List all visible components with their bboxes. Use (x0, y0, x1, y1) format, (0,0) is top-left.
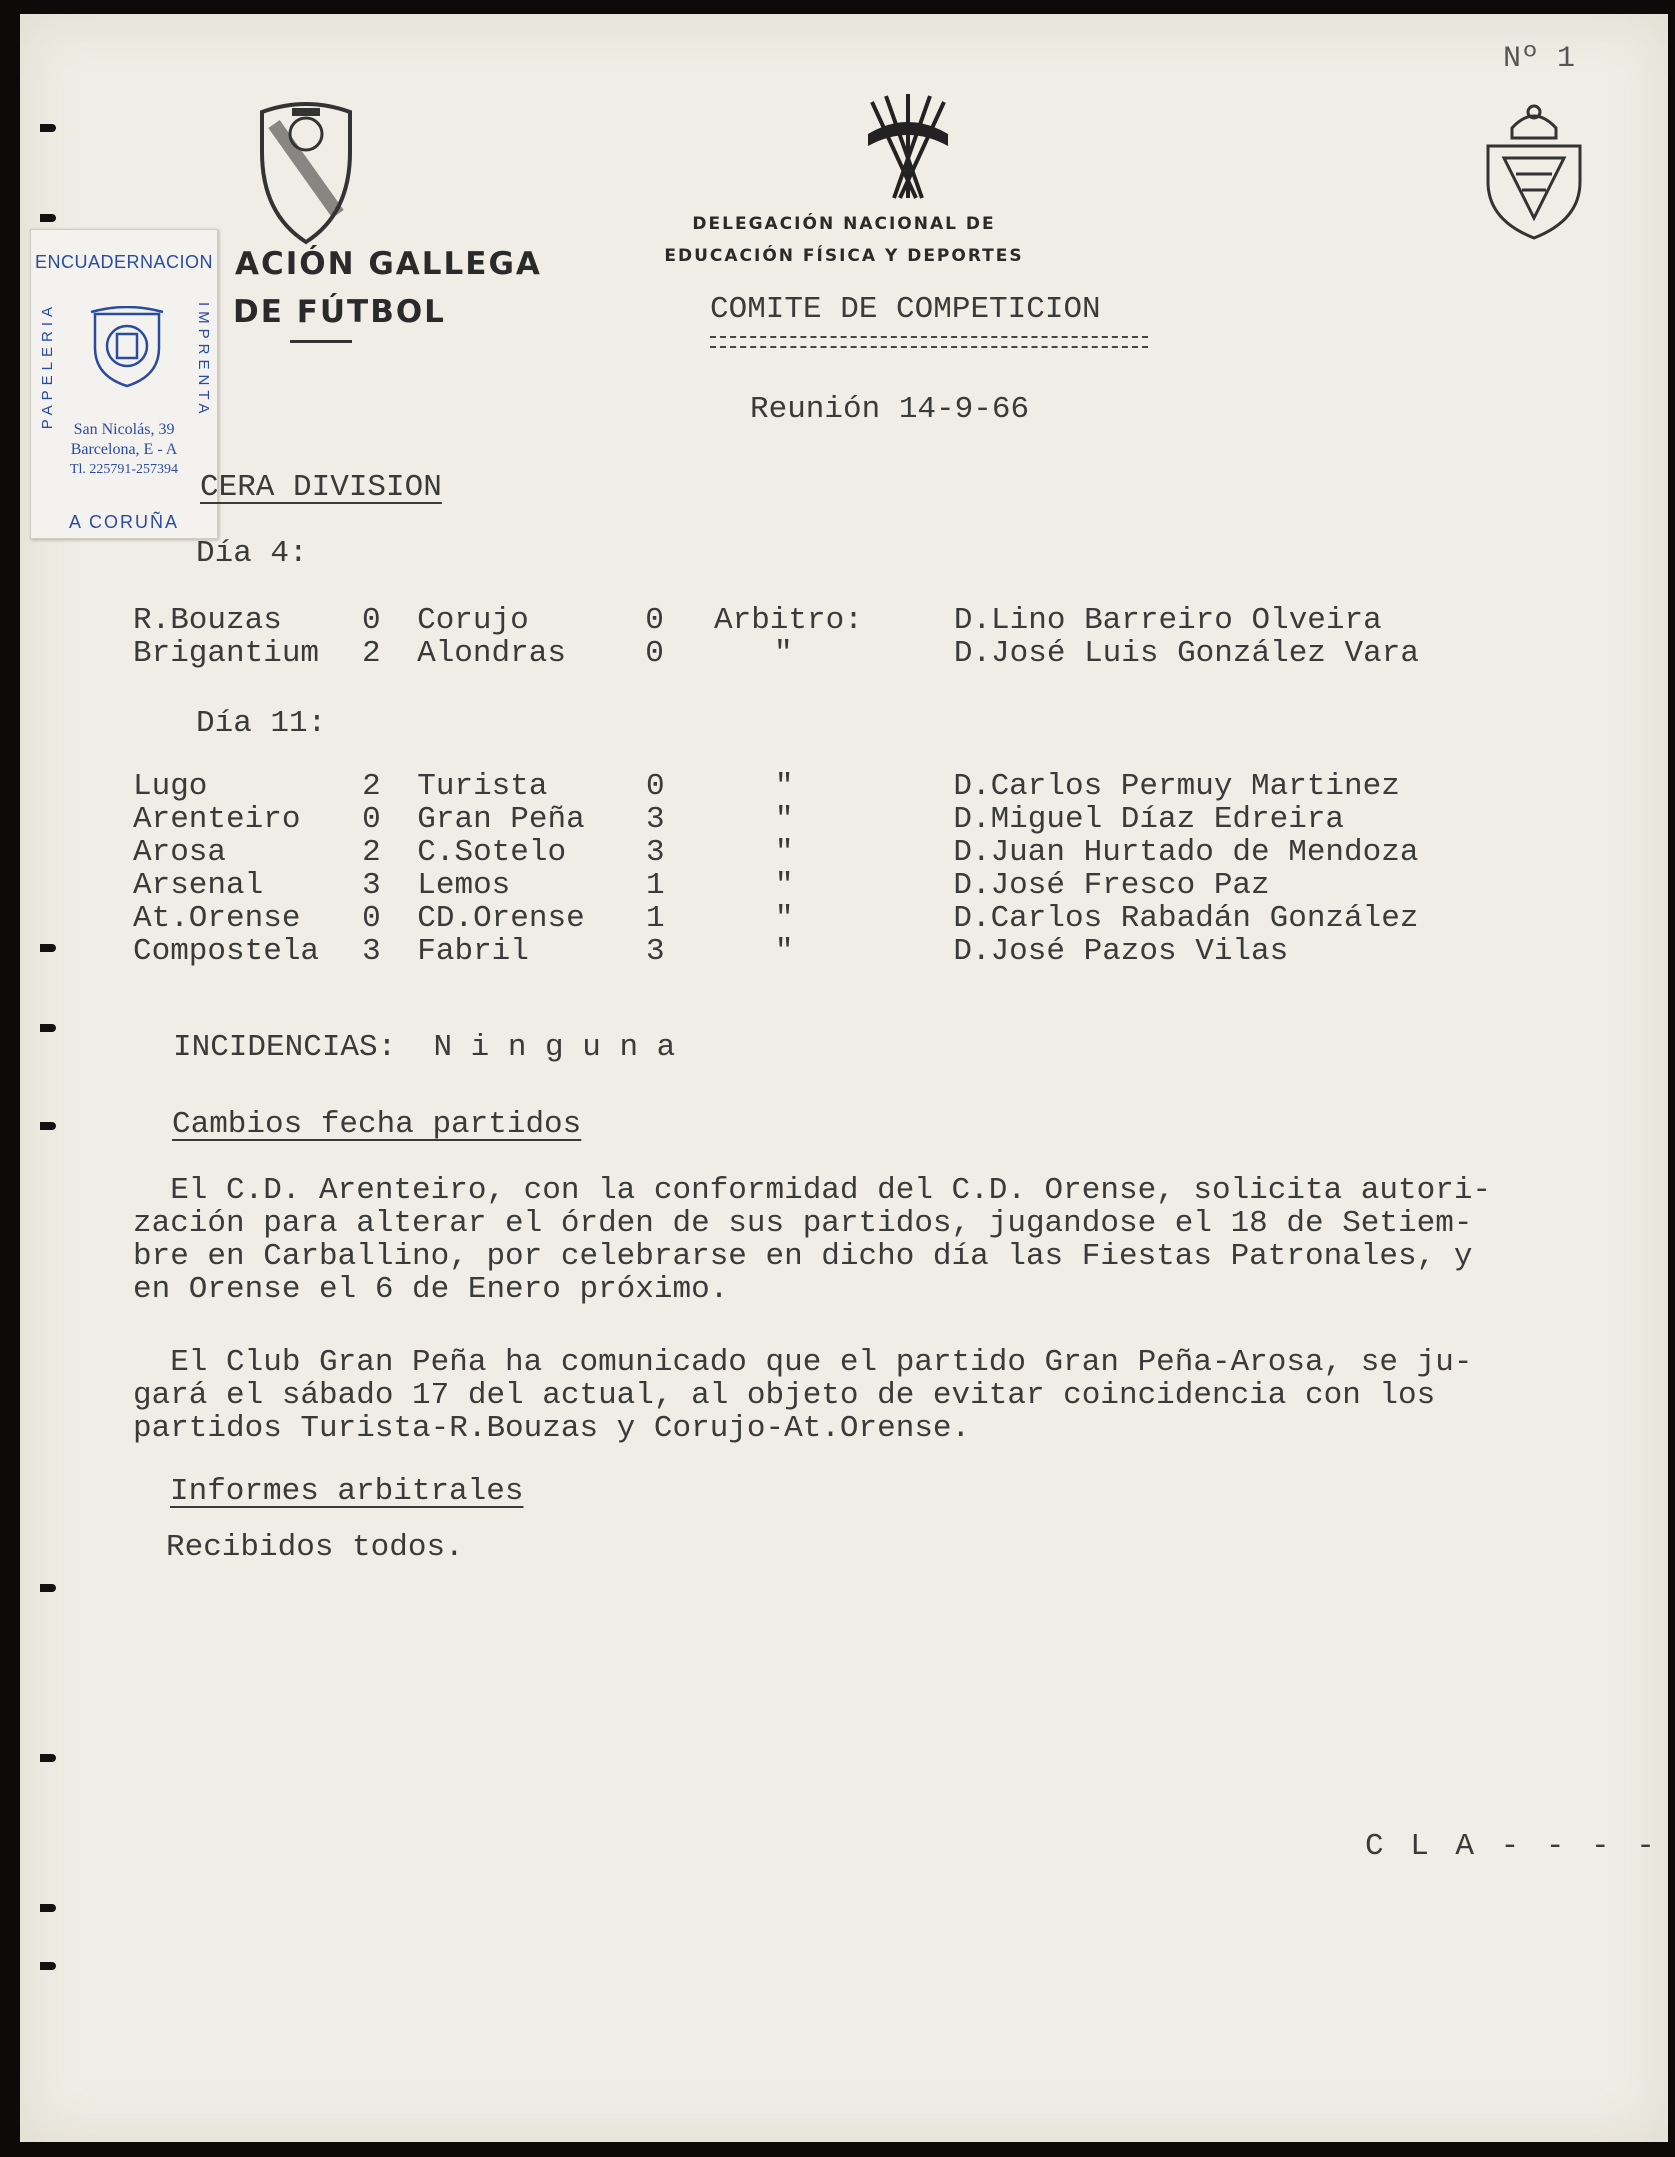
away-team: Alondras (417, 636, 566, 671)
committee-title: COMITE DE COMPETICION (710, 292, 1101, 327)
away-team: Corujo (417, 603, 529, 638)
paragraph-line: en Orense el 6 de Enero próximo. (133, 1272, 729, 1307)
table-row (133, 637, 1668, 670)
cambios-heading: Cambios fecha partidos (172, 1107, 582, 1142)
table-row (133, 935, 1668, 968)
referee-name: D.Carlos Rabadán González (953, 901, 1419, 936)
referee-ditto: " (774, 636, 793, 671)
day-4-results-table (133, 604, 1668, 670)
cambios-paragraph-2 (133, 1346, 1628, 1445)
home-goals: 0 (362, 901, 381, 936)
paragraph-line: bre en Carballino, por celebrarse en dicho día las Fiestas Patronales, y (133, 1239, 1473, 1274)
referee-name: D.Carlos Permuy Martinez (953, 769, 1400, 804)
referee-name: D.José Luis González Vara (953, 636, 1419, 671)
sticker-top-text: ENCUADERNACION (34, 252, 214, 272)
home-goals: 0 (362, 802, 381, 837)
referee-ditto: " (774, 835, 794, 870)
paragraph-line: El Club Gran Peña ha comunicado que el partido Gran Peña-Arosa, se ju- (133, 1345, 1473, 1380)
committee-double-rule (710, 336, 1148, 348)
incidencias-line: INCIDENCIAS: N i n g u n a (173, 1030, 676, 1065)
referee-name: D.Miguel Díaz Edreira (953, 802, 1345, 837)
document-number: Nº 1 (1503, 42, 1576, 76)
home-team: Arosa (133, 835, 227, 870)
table-row (133, 902, 1668, 935)
informes-text: Recibidos todos. (166, 1530, 464, 1565)
home-goals: 3 (362, 868, 381, 903)
home-team: At.Orense (133, 901, 301, 936)
referee-name: D.Lino Barreiro Olveira (953, 603, 1382, 638)
referee-name: D.Juan Hurtado de Mendoza (953, 835, 1419, 870)
table-row (133, 803, 1668, 836)
away-team: C.Sotelo (417, 835, 567, 870)
delegation-line2: EDUCACIÓN FÍSICA Y DEPORTES (664, 246, 1024, 266)
division-title: CERA DIVISION (200, 470, 442, 505)
table-row (133, 869, 1668, 902)
away-goals: 0 (645, 603, 664, 638)
away-team: Gran Peña (417, 802, 585, 837)
federation-name-line1: ACIÓN GALLEGA (235, 246, 542, 282)
away-team: Lemos (417, 868, 511, 903)
delegation-line1: DELEGACIÓN NACIONAL DE (692, 214, 996, 234)
home-team: Arsenal (133, 868, 264, 903)
federation-rule (290, 340, 352, 343)
paragraph-line: zación para alterar el órden de sus partidos, jugandose el 18 de Setiem- (133, 1206, 1473, 1241)
away-team: CD.Orense (417, 901, 585, 936)
referee-ditto: " (774, 769, 794, 804)
home-team: Arenteiro (133, 802, 301, 837)
away-goals: 3 (645, 802, 665, 837)
sticker-address2: Barcelona, E - A (70, 441, 178, 458)
footer-continuation: C L A - - - - (1365, 1829, 1659, 1864)
meeting-date: Reunión 14-9-66 (750, 392, 1030, 427)
document-page (20, 14, 1668, 2142)
home-team: Brigantium (133, 636, 320, 671)
day-11-results-table (133, 770, 1668, 968)
away-goals: 0 (645, 769, 665, 804)
sticker-address1: San Nicolás, 39 (73, 421, 175, 438)
yoke-arrows-emblem-icon (860, 90, 956, 202)
referee-ditto: " (774, 901, 794, 936)
table-row (133, 770, 1668, 803)
away-goals: 1 (645, 868, 665, 903)
home-goals: 0 (361, 603, 381, 638)
home-goals: 2 (362, 769, 381, 804)
referee-label: Arbitro: (714, 603, 863, 638)
away-goals: 1 (645, 901, 665, 936)
away-team: Fabril (417, 934, 529, 969)
table-row (133, 604, 1668, 637)
home-team: Compostela (133, 934, 320, 969)
referee-ditto: " (774, 868, 794, 903)
home-goals: 2 (361, 636, 381, 671)
referee-ditto: " (774, 802, 794, 837)
home-goals: 3 (362, 934, 381, 969)
home-team: Lugo (133, 769, 208, 804)
day-4-label: Día 4: (196, 536, 308, 571)
sticker-city: A CORUÑA (68, 512, 180, 532)
sticker-crest-icon (87, 306, 167, 388)
away-goals: 3 (645, 835, 665, 870)
federation-name-line2: DE FÚTBOL (233, 294, 446, 330)
away-team: Turista (417, 769, 548, 804)
paragraph-line: gará el sábado 17 del actual, al objeto de evitar coincidencia con los (133, 1378, 1436, 1413)
spanish-federation-crest-icon (1482, 98, 1586, 242)
referee-ditto: " (774, 934, 794, 969)
away-goals: 0 (645, 636, 664, 671)
table-row (133, 836, 1668, 869)
sticker-right-text: IMPRENTA (195, 302, 212, 419)
referee-name: D.José Pazos Vilas (953, 934, 1289, 969)
referee-name: D.José Fresco Paz (953, 868, 1270, 903)
home-goals: 2 (362, 835, 381, 870)
binder-sticker (30, 229, 218, 539)
sticker-left-text: PAPELERIA (39, 302, 56, 430)
informes-heading: Informes arbitrales (170, 1474, 524, 1509)
sticker-phone: Tl. 225791-257394 (69, 462, 179, 477)
cambios-paragraph-1 (133, 1174, 1628, 1306)
away-goals: 3 (645, 934, 665, 969)
paragraph-line: partidos Turista-R.Bouzas y Corujo-At.Orense. (133, 1411, 971, 1446)
paragraph-line: El C.D. Arenteiro, con la conformidad del C.D. Orense, solicita autori- (133, 1173, 1492, 1208)
home-team: R.Bouzas (133, 603, 282, 638)
day-11-label: Día 11: (196, 706, 327, 741)
